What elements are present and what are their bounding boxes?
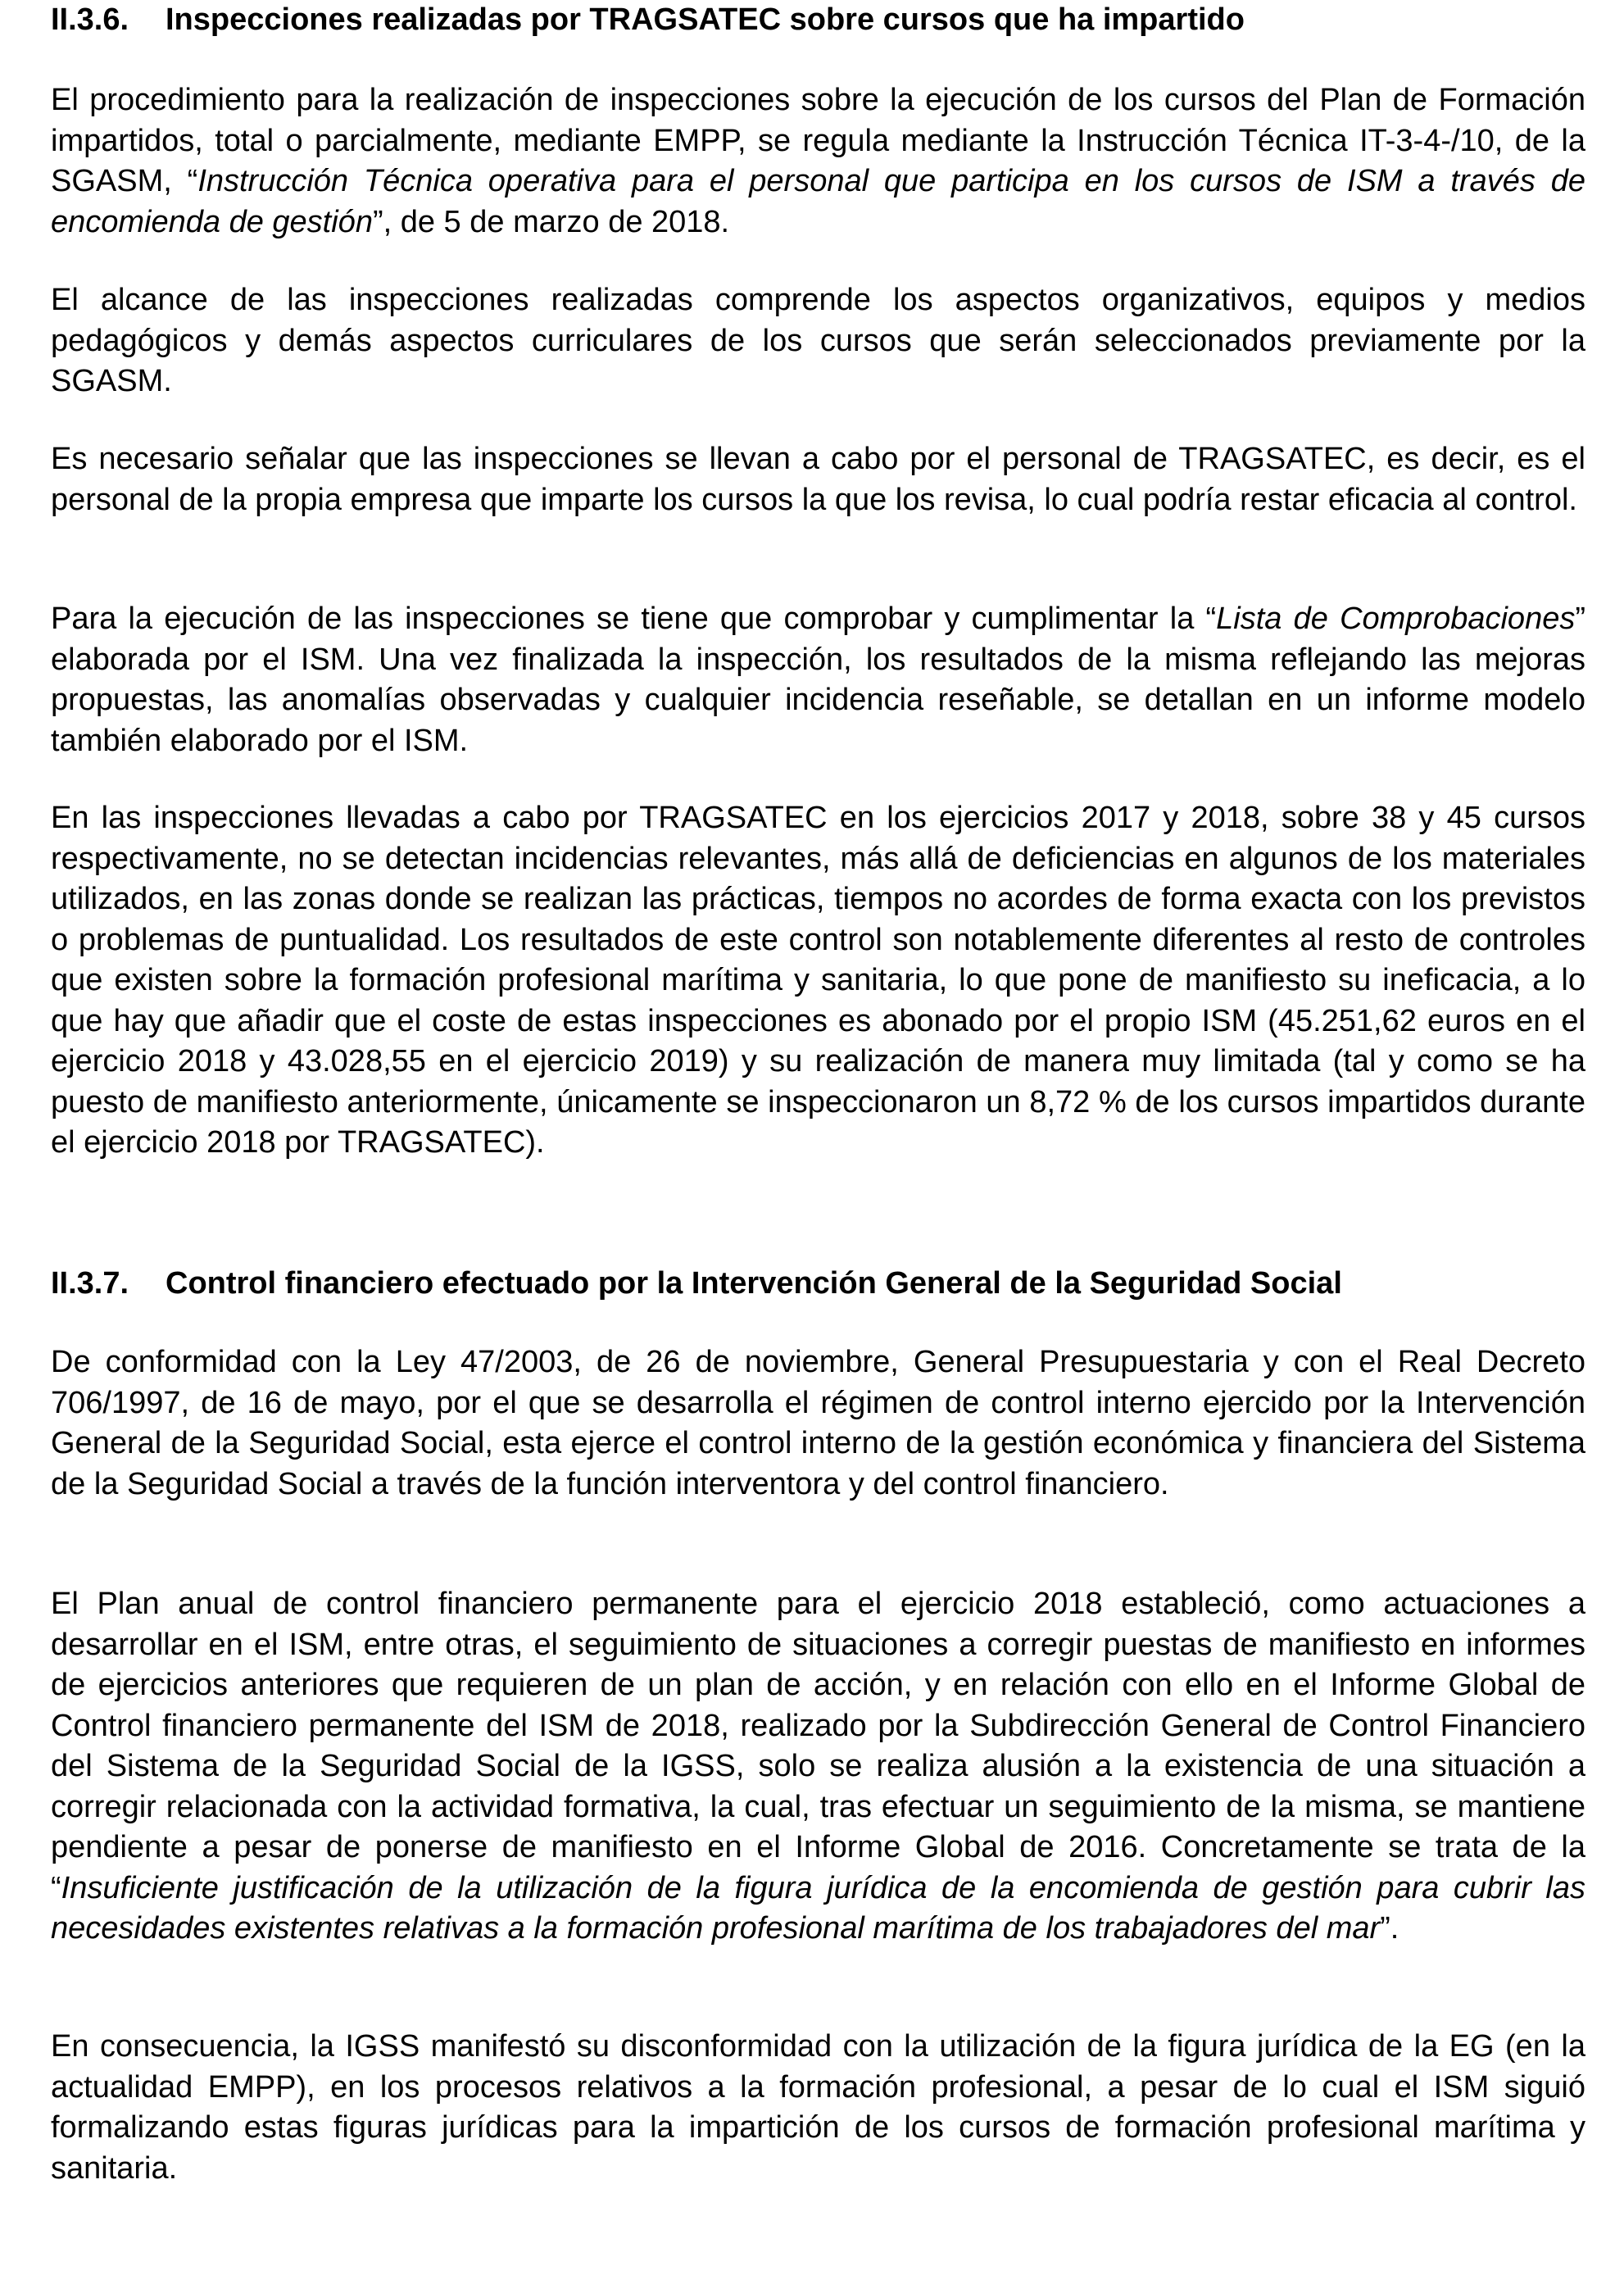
paragraph-text: ”, de 5 de marzo de 2018. xyxy=(372,204,730,239)
paragraph xyxy=(51,599,1585,761)
italic-quote: Instrucción Técnica operativa para el personal que participa en los cursos de ISM a través de encomienda de gestión xyxy=(51,164,1585,239)
paragraph xyxy=(51,80,1585,243)
paragraph: Es necesario señalar que las inspecciones se llevan a cabo por el personal de TRAGSATEC, es decir, es el personal de la propia empresa que imparte los cursos la que los revisa, lo cual podría restar eficacia al control. xyxy=(51,442,1585,517)
paragraph: De conformidad con la Ley 47/2003, de 26 de noviembre, General Presupuestaria y con el Real Decreto 706/1997, de 16 de mayo, por el que se desarrolla el régimen de control interno ejercido por la Intervención General de la Seguridad Social, esta ejerce el control interno de la gestión económica y financiera del Sistema de la Seguridad Social a través de la función interventora y del control financiero. xyxy=(51,1345,1585,1501)
section-heading-3-7 xyxy=(51,1264,1342,1305)
section-heading-3-6 xyxy=(51,0,1245,41)
section-number: II.3.6. xyxy=(51,2,129,37)
paragraph: En consecuencia, la IGSS manifestó su disconformidad con la utilización de la figura jurídica de la EG (en la actualidad EMPP), en los procesos relativos a la formación profesional, a pesar de lo cual el ISM siguió formalizando estas figuras jurídicas para la impartición de los cursos de formación profesional marítima y sanitaria. xyxy=(51,2029,1585,2186)
paragraph-text: Para la ejecución de las inspecciones se tiene que comprobar y cumplimentar la “ xyxy=(51,602,1217,636)
italic-quote: Insuficiente justificación de la utilización de la figura jurídica de la encomienda de gestión para cubrir las necesidades existentes relativas a la formación profesional marítima de los trabajadores del mar xyxy=(51,1870,1585,1946)
paragraph xyxy=(51,1584,1585,1950)
section-title: Inspecciones realizadas por TRAGSATEC sobre cursos que ha impartido xyxy=(166,2,1245,37)
paragraph-text: ” elaborada por el ISM. Una vez finalizada la inspección, los resultados de la misma reflejando las mejoras propuestas, las anomalías observadas y cualquier incidencia reseñable, se detallan en un informe modelo también elaborado por el ISM. xyxy=(51,602,1585,758)
section-title: Control financiero efectuado por la Intervención General de la Seguridad Social xyxy=(166,1266,1342,1301)
paragraph-text: ”. xyxy=(1380,1911,1399,1946)
paragraph-text: El procedimiento para la realización de inspecciones sobre la ejecución de los cursos del Plan de Formación impartidos, total o parcialmente, mediante EMPP, se regula mediante la Instrucción Técnica IT-3-4-/10, de la SGASM, “ xyxy=(51,83,1585,198)
paragraph: En las inspecciones llevadas a cabo por TRAGSATEC en los ejercicios 2017 y 2018, sobre 38 y 45 cursos respectivamente, no se detectan incidencias relevantes, más allá de deficiencias en algunos de los materiales utilizados, en las zonas donde se realizan las prácticas, tiempos no acordes de forma exacta con los previstos o problemas de puntualidad. Los resultados de este control son notablemente diferentes al resto de controles que existen sobre la formación profesional marítima y sanitaria, lo que pone de manifiesto su ineficacia, a lo que hay que añadir que el coste de estas inspecciones es abonado por el propio ISM (45.251,62 euros en el ejercicio 2018 y 43.028,55 en el ejercicio 2019) y su realización de manera muy limitada (tal y como se ha puesto de manifiesto anteriormente, únicamente se inspeccionaron un 8,72 % de los cursos impartidos durante el ejercicio 2018 por TRAGSATEC). xyxy=(51,801,1585,1160)
section-number: II.3.7. xyxy=(51,1266,129,1301)
paragraph-text: El Plan anual de control financiero permanente para el ejercicio 2018 estableció, como actuaciones a desarrollar en el ISM, entre otras, el seguimiento de situaciones a corregir puestas de manifiesto en informes de ejercicios anteriores que requieren de un plan de acción, y en relación con ello en el Informe Global de Control financiero permanente del ISM de 2018, realizado por la Subdirección General de Control Financiero del Sistema de la Seguridad Social de la IGSS, solo se realiza alusión a la existencia de una situación a corregir relacionada con la actividad formativa, la cual, tras efectuar un seguimiento de la misma, se mantiene pendiente a pesar de ponerse de manifiesto en el Informe Global de 2016. Concretamente se trata de la “ xyxy=(51,1587,1585,1905)
paragraph: El alcance de las inspecciones realizadas comprende los aspectos organizativos, equipos y medios pedagógicos y demás aspectos curriculares de los cursos que serán seleccionados previamente por la SGASM. xyxy=(51,283,1585,398)
italic-quote: Lista de Comprobaciones xyxy=(1216,602,1576,636)
